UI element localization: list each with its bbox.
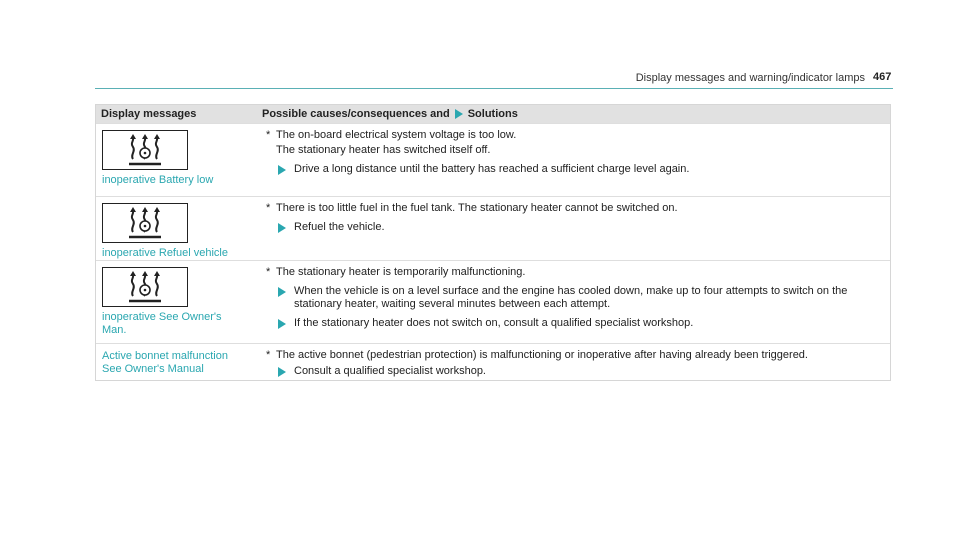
arrow-right-icon bbox=[278, 287, 286, 297]
causes-cell bbox=[258, 197, 890, 260]
footnote-star: * bbox=[266, 266, 271, 278]
solution-text: Refuel the vehicle. bbox=[294, 221, 385, 233]
stationary-heater-icon bbox=[102, 130, 188, 170]
cause bbox=[266, 202, 882, 215]
arrow-right-icon bbox=[278, 165, 286, 175]
solution bbox=[266, 317, 882, 330]
table-row bbox=[96, 260, 890, 343]
display-messages-table bbox=[95, 104, 891, 381]
stationary-heater-icon bbox=[102, 267, 188, 307]
arrow-right-icon bbox=[278, 223, 286, 233]
stationary-heater-icon bbox=[102, 203, 188, 243]
causes-cell bbox=[258, 261, 890, 343]
col-causes-header-suffix: Solutions bbox=[467, 108, 518, 120]
page-number: 467 bbox=[873, 71, 892, 83]
header-divider bbox=[95, 88, 893, 89]
display-message-text: inoperative See Owner's Man. bbox=[102, 311, 222, 336]
display-message-cell bbox=[96, 124, 258, 196]
cause bbox=[266, 129, 882, 142]
cause-text: The stationary heater is temporarily malfunctioning. bbox=[276, 266, 526, 278]
table-row bbox=[96, 123, 890, 196]
solution-text: Consult a qualified specialist workshop. bbox=[294, 365, 486, 377]
section-title: Display messages and warning/indicator lamps bbox=[635, 72, 865, 84]
footnote-star: * bbox=[266, 202, 271, 214]
solution-text: Drive a long distance until the battery has reached a sufficient charge level again. bbox=[294, 163, 690, 175]
table-row bbox=[96, 343, 890, 380]
footnote-star: * bbox=[266, 349, 271, 361]
causes-cell bbox=[258, 344, 890, 380]
display-message-text: Active bonnet malfunction See Owner's Manual bbox=[102, 350, 228, 375]
solution-text: When the vehicle is on a level surface and the engine has cooled down, make up to four attempts to switch on the stationary heater, waiting several minutes between each attempt. bbox=[294, 285, 848, 310]
arrow-right-icon bbox=[455, 109, 463, 119]
cause-text: The on-board electrical system voltage is too low. bbox=[276, 129, 517, 141]
display-message-cell bbox=[96, 197, 258, 260]
table-row bbox=[96, 196, 890, 260]
cause bbox=[266, 266, 882, 279]
display-message-text: inoperative Refuel vehicle bbox=[102, 247, 228, 259]
causes-cell bbox=[258, 124, 890, 196]
col-causes-header bbox=[258, 108, 890, 120]
arrow-right-icon bbox=[278, 319, 286, 329]
cause-extra-text: The stationary heater has switched itself off. bbox=[276, 144, 491, 156]
arrow-right-icon bbox=[278, 367, 286, 377]
cause-text: The active bonnet (pedestrian protection) is malfunctioning or inoperative after having already been triggered. bbox=[276, 349, 808, 361]
solution bbox=[266, 221, 882, 234]
solution bbox=[266, 163, 882, 176]
display-message-cell bbox=[96, 344, 258, 380]
solution bbox=[266, 365, 882, 378]
display-message-cell bbox=[96, 261, 258, 343]
col-causes-header-prefix: Possible causes/consequences and bbox=[262, 108, 450, 120]
cause bbox=[266, 349, 882, 362]
solution bbox=[266, 285, 882, 311]
cause-text: There is too little fuel in the fuel tank. The stationary heater cannot be switched on. bbox=[276, 202, 678, 214]
solution-text: If the stationary heater does not switch on, consult a qualified specialist workshop. bbox=[294, 317, 694, 329]
col-display-messages-header: Display messages bbox=[101, 108, 197, 120]
footnote-star: * bbox=[266, 129, 271, 141]
table-header bbox=[96, 105, 890, 123]
display-message-text: inoperative Battery low bbox=[102, 174, 214, 186]
